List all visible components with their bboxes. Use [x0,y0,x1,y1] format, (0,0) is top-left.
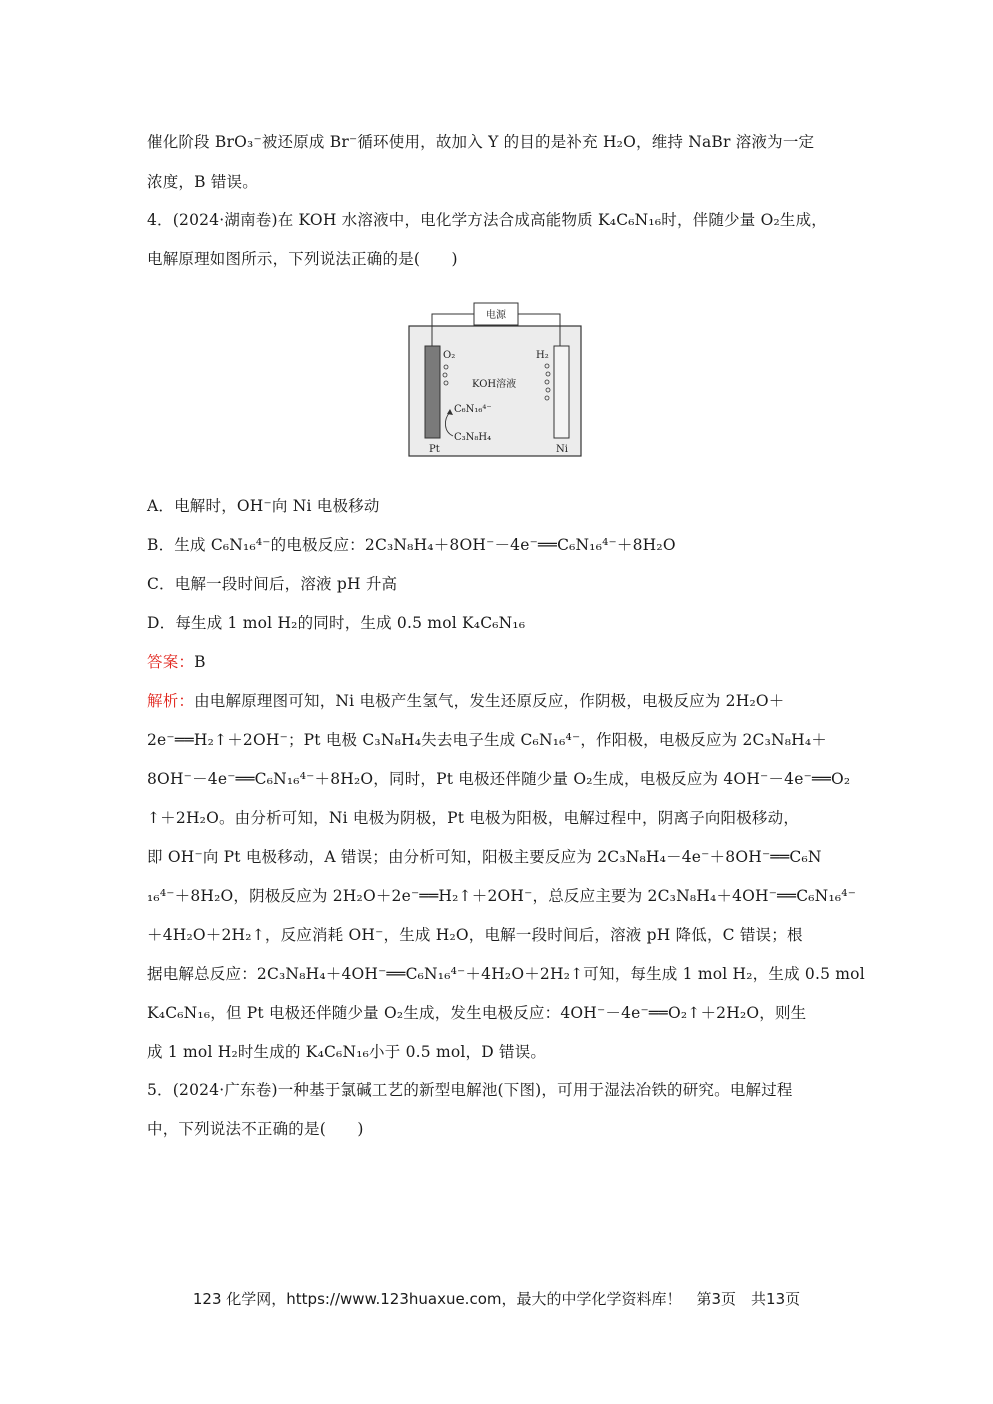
pt-electrode [425,346,440,438]
text-line: 催化阶段 BrO₃⁻被还原成 Br⁻循环使用，故加入 Y 的目的是补充 H₂O，维持 NaBr 溶液为一定 [147,133,815,151]
analysis-line: K₄C₆N₁₆，但 Pt 电极还伴随少量 O₂生成，发生电极反应：4OH⁻－4e⁻══O₂↑＋2H₂O，则生 [147,1004,807,1022]
analysis-text: 由电解原理图可知，Ni 电极产生氢气，发生还原反应，作阴极，电极反应为 2H₂O＋ [194,692,785,710]
power-label: 电源 [486,310,506,321]
question-4-stem: 4．(2024·湖南卷)在 KOH 水溶液中，电化学方法合成高能物质 K₄C₆N₁₆时，伴随少量 O₂生成， [147,211,828,229]
h2-label: H₂ [536,350,549,361]
option-c: C．电解一段时间后，溶液 pH 升高 [147,575,398,593]
electrolysis-diagram [408,302,584,458]
answer-label: 答案： [147,653,195,671]
analysis-line: 即 OH⁻向 Pt 电极移动，A 错误；由分析可知，阳极主要反应为 2C₃N₈H₄－4e⁻＋8OH⁻══C₆N [147,848,822,866]
question-5-stem: 中，下列说法不正确的是( ) [147,1120,364,1138]
analysis-line: ＋4H₂O＋2H₂↑，反应消耗 OH⁻，生成 H₂O，电解一段时间后，溶液 pH 降低，C 错误；根 [147,926,803,944]
ni-electrode [554,346,569,438]
analysis-line: 2e⁻══H₂↑＋2OH⁻；Pt 电极 C₃N₈H₄失去电子生成 C₆N₁₆⁴⁻，作阳极，电极反应为 2C₃N₈H₄＋ [147,731,828,749]
analysis-line: 8OH⁻－4e⁻══C₆N₁₆⁴⁻＋8H₂O，同时，Pt 电极还伴随少量 O₂生成，电极反应为 4OH⁻－4e⁻══O₂ [147,770,851,788]
answer-line [147,650,206,672]
reactant-label: C₃N₈H₄ [454,432,492,443]
question-4-stem: 电解原理如图所示，下列说法正确的是( ) [147,250,458,268]
option-b: B．生成 C₆N₁₆⁴⁻的电极反应：2C₃N₈H₄＋8OH⁻－4e⁻══C₆N₁₆⁴⁻＋8H₂O [147,536,676,554]
analysis-line [147,689,785,711]
analysis-line: ₁₆⁴⁻＋8H₂O，阴极反应为 2H₂O＋2e⁻══H₂↑＋2OH⁻，总反应主要为 2C₃N₈H₄＋4OH⁻══C₆N₁₆⁴⁻ [147,887,857,905]
text-line: 浓度，B 错误。 [147,173,258,191]
analysis-line: 成 1 mol H₂时生成的 K₄C₆N₁₆小于 0.5 mol，D 错误。 [147,1043,547,1061]
pt-label: Pt [429,444,440,455]
product-label: C₆N₁₆⁴⁻ [454,404,492,415]
o2-label: O₂ [443,350,456,361]
page-footer: 123 化学网，https://www.123huaxue.com，最大的中学化学资料库！ 第3页 共13页 [192,1290,801,1308]
ni-label: Ni [556,444,568,455]
analysis-line: ↑＋2H₂O。由分析可知，Ni 电极为阴极，Pt 电极为阳极，电解过程中，阴离子向阳极移动， [147,809,800,827]
analysis-label: 解析： [147,692,195,710]
option-a: A．电解时，OH⁻向 Ni 电极移动 [147,497,380,515]
analysis-line: 据电解总反应：2C₃N₈H₄＋4OH⁻══C₆N₁₆⁴⁻＋4H₂O＋2H₂↑可知，每生成 1 mol H₂，生成 0.5 mol [147,965,865,983]
solution-label: KOH溶液 [472,379,517,390]
option-d: D．每生成 1 mol H₂的同时，生成 0.5 mol K₄C₆N₁₆ [147,614,526,632]
answer-value: B [194,653,206,671]
question-5-stem: 5．(2024·广东卷)一种基于氯碱工艺的新型电解池(下图)，可用于湿法冶铁的研究。电解过程 [147,1081,793,1099]
